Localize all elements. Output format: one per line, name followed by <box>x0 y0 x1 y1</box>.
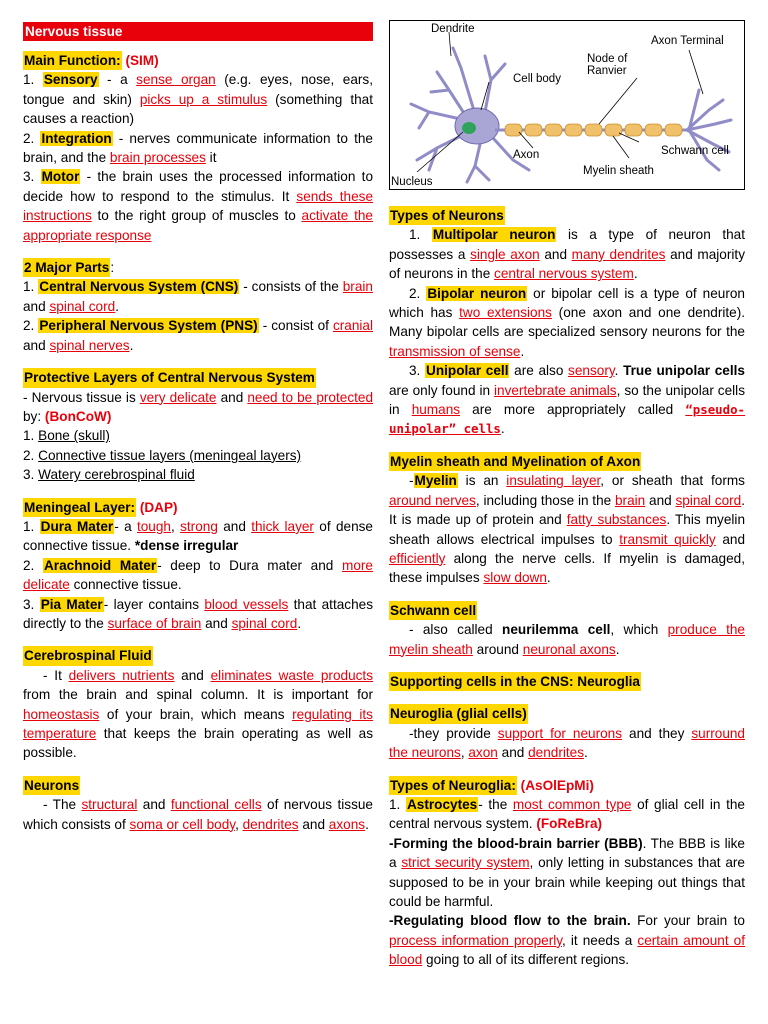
csf-section <box>23 646 373 762</box>
protective-layers-section <box>23 368 373 484</box>
main-function-acronym: (SIM) <box>125 53 159 68</box>
myelin-heading: Myelin sheath and Myelination of Axon <box>389 452 641 471</box>
bipolar-item: 2. Bipolar neuron or bipolar cell is a type of neuron which has two extensions (one axon and one dendrite). Many bipolar cells are specialized sensory neurons for the transmission of sense. <box>389 285 746 359</box>
bbb-item: -Forming the blood-brain barrier (BBB). The BBB is like a strict security system, only letting in substances that are supposed to be in your brain while keeping out things that could be harmful. <box>389 835 745 909</box>
myelin-section <box>389 452 745 588</box>
blood-flow-item: -Regulating blood flow to the brain. For your brain to process information properly, it needs a certain amount of blood going to all of its different regions. <box>389 913 745 968</box>
main-function-heading: Main Function: <box>23 51 122 70</box>
sensory-item: 1. Sensory - a sense organ (e.g. eyes, nose, ears, tongue and skin) picks up a stimulus (something that causes a reaction) <box>23 72 373 127</box>
myelin-segment <box>605 124 622 136</box>
astrocytes-item: 1. Astrocytes- the most common type of glial cell in the central nervous system. (FoReBra) <box>389 796 745 832</box>
cell-body-label: Cell body <box>513 73 561 85</box>
csf-text: - It delivers nutrients and eliminates waste products from the brain and spinal column. It is important for homeostasis of your brain, which means regulating its temperature that keeps the brain operating as well as possible. <box>23 667 373 761</box>
myelin-segment <box>585 124 602 136</box>
types-of-neuroglia-heading: Types of Neuroglia: <box>389 776 517 795</box>
cell-body-shape <box>455 108 499 144</box>
protective-layers-heading: Protective Layers of Central Nervous System <box>23 368 316 387</box>
ranvier-label: Ranvier <box>587 65 627 77</box>
major-parts-heading: 2 Major Parts <box>23 258 110 277</box>
nucleus-shape <box>462 122 476 134</box>
unipolar-item: 3. Unipolar cell are also sensory. True unipolar cells are only found in invertebrate animals, so the unipolar cells in humans are more appropriately called “pseudo-unipolar” cells. <box>389 363 746 437</box>
schwann-text: - also called neurilemma cell, which produce the myelin sheath around neuronal axons. <box>389 622 745 657</box>
dendrite-label: Dendrite <box>431 23 475 35</box>
dura-mater-item: 1. Dura Mater- a tough, strong and thick layer of dense connective tissue. *dense irregular <box>23 518 373 554</box>
pia-mater-item: 3. Pia Mater- layer contains blood vessels that attaches directly to the surface of brain and spinal cord. <box>23 596 374 631</box>
supporting-cells-heading: Supporting cells in the CNS: Neuroglia <box>389 672 641 691</box>
axon-label: Axon <box>513 149 540 161</box>
protective-item: 3. Watery cerebrospinal fluid <box>23 467 195 483</box>
myelin-segment <box>505 124 522 136</box>
schwann-cell-label: Schwann cell <box>661 145 729 157</box>
neuroglia-heading: Neuroglia (glial cells) <box>389 704 528 723</box>
multipolar-item: 1. Multipolar neuron is a type of neuron that possesses a single axon and many dendrites and majority of neurons in the central nervous system. <box>389 227 745 282</box>
page-title: Nervous tissue <box>23 22 373 41</box>
neurons-section <box>23 776 373 834</box>
pns-item: 2. Peripheral Nervous System (PNS) - consist of cranial and spinal nerves. <box>23 318 373 353</box>
left-column <box>23 22 373 834</box>
right-column <box>389 206 745 970</box>
neurons-text: - The structural and functional cells of nervous tissue which consists of soma or cell body, dendrites and axons. <box>23 797 373 832</box>
types-of-neurons-section <box>389 206 745 439</box>
arachnoid-mater-item: 2. Arachnoid Mater- deep to Dura mater and more delicate connective tissue. <box>23 557 373 593</box>
protective-item: 1. Bone (skull) <box>23 428 110 444</box>
protective-intro: - Nervous tissue is very delicate and need to be protected by: (BonCoW) <box>23 389 374 424</box>
axon-terminal-label: Axon Terminal <box>651 35 724 47</box>
node-label: Node of <box>587 53 628 65</box>
nucleus-label: Nucleus <box>391 176 433 188</box>
meningeal-section: Meningeal Layer: (DAP) 1. Dura Mater- a tough, strong and thick layer of dense connective tissue. *dense irregular 2. Arachnoid Mater- deep to Dura mater and more delicate connective tissue. 3. Pia Mater- layer contains blood vessels that attaches directly to the surface of brain and spinal cord. <box>23 498 373 634</box>
myelin-segment <box>625 124 642 136</box>
cns-item: 1. Central Nervous System (CNS) - consists of the brain and spinal cord. <box>23 279 373 314</box>
integration-item: 2. Integration - nerves communicate information to the brain, and the brain processes it <box>23 130 373 166</box>
supporting-cells-section <box>389 672 745 691</box>
myelin-segment <box>565 124 582 136</box>
main-function-section <box>23 51 373 245</box>
neurons-heading: Neurons <box>23 776 80 795</box>
neuroglia-text: -they provide support for neurons and they surround the neurons, axon and dendrites. <box>389 725 745 761</box>
types-of-neurons-heading: Types of Neurons <box>389 206 505 225</box>
myelin-segments <box>505 124 682 136</box>
schwann-section <box>389 601 745 659</box>
neuroglia-section <box>389 704 745 762</box>
protective-item: 2. Connective tissue layers (meningeal layers) <box>23 447 302 463</box>
myelin-segment <box>645 124 662 136</box>
myelin-text: -Myelin is an insulating layer, or sheath that forms around nerves, including those in the brain and spinal cord. It is made up of protein and fatty substances. This myelin sheath allows electrical impulses to transmit quickly and efficiently along the nerve cells. If myelin is damaged, these impulses slow down. <box>389 473 746 586</box>
neuron-diagram <box>389 20 745 190</box>
myelin-sheath-label: Myelin sheath <box>583 165 654 177</box>
major-parts-section: 2 Major Parts: 1. Central Nervous System (CNS) - consists of the brain and spinal cord. 2. Peripheral Nervous System (PNS) - consist of cranial and spinal nerves. <box>23 258 373 355</box>
myelin-segment <box>665 124 682 136</box>
myelin-segment <box>545 124 562 136</box>
motor-item: 3. Motor - the brain uses the processed information to decide how to respond to the stimulus. It sends these instructions to the right group of muscles to activate the appropriate response <box>23 169 373 243</box>
csf-heading: Cerebrospinal Fluid <box>23 646 153 665</box>
myelin-segment <box>525 124 542 136</box>
types-of-neuroglia-section: Types of Neuroglia: (AsOlEpMi) 1. Astrocytes- the most common type of glial cell in the central nervous system. (FoReBra) -Forming the blood-brain barrier (BBB). The BBB is like a strict security system, only letting in substances that are supposed to be in your brain while keeping out things that could be harmful. -Regulating blood flow to the brain. For your brain to process information properly, it needs a certain amount of blood going to all of its different regions. <box>389 776 745 970</box>
schwann-heading: Schwann cell <box>389 601 477 620</box>
meningeal-heading: Meningeal Layer: <box>23 498 136 517</box>
